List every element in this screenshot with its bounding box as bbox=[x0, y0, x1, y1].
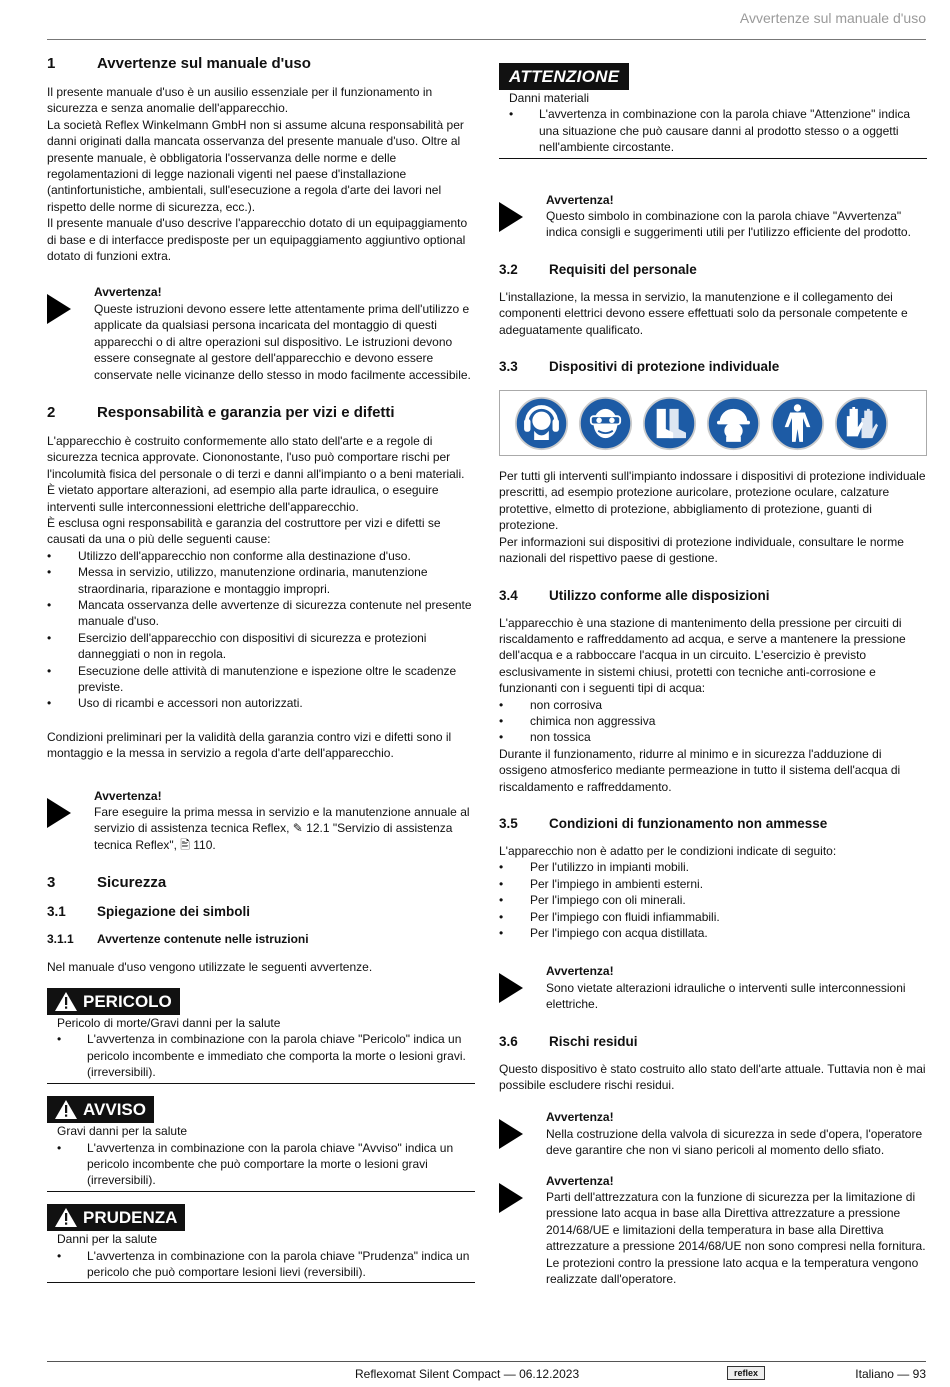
section-3-3-heading bbox=[499, 358, 927, 376]
section-number: 3.1 bbox=[47, 904, 66, 920]
paragraph: La società Reflex Winkelmann GmbH non si assume alcuna responsabilità per danni originati dalla mancata osservanza del presente manuale d'uso. Oltre al presente manuale, è obbligatoria l'osservanza delle norme e delle regolamentazioni di legge nazionali vigenti nel paese d'installazione (antinfortunistiche, ambientali, sull'esecuzione a regola d'arte dei lavori nel rispetto delle norme di sicurezza, ecc.). bbox=[47, 117, 464, 214]
section-title: Condizioni di funzionamento non ammesse bbox=[549, 815, 828, 831]
note-box bbox=[47, 284, 475, 382]
eye-protection-icon bbox=[578, 396, 633, 451]
paragraph: Per informazioni sui dispositivi di protezione individuale, consultare le norme nazionali del rispettivo paese di gestione. bbox=[499, 534, 904, 566]
note-title: Avvertenza! bbox=[546, 1110, 614, 1125]
paragraph: Nel manuale d'uso vengono utilizzate le seguenti avvertenze. bbox=[47, 960, 373, 975]
note-box bbox=[47, 788, 475, 854]
paragraph: Per tutti gli interventi sull'impianto indossare i dispositivi di protezione individuale prescritti, ad esempio protezione auricolare, protezione oculare, calzature protettive, elmetto di protezione, abbigliamento di protezione, guanti di protezione. bbox=[499, 469, 926, 533]
reflex-logo: reflex bbox=[727, 1366, 765, 1380]
note-arrow-icon bbox=[47, 284, 94, 382]
note-text: Nella costruzione della valvola di sicurezza in sede d'opera, l'operatore deve garantire che non vi siano pericoli al momento dello sfiato. bbox=[546, 1126, 923, 1158]
list-item: • L'avvertenza in combinazione con la parola chiave "Prudenza" indica un pericolo che può comportare lesioni lievi (reversibili). bbox=[57, 1248, 475, 1281]
section-3-4-heading bbox=[499, 587, 927, 605]
note-arrow-icon bbox=[47, 788, 94, 854]
list-item: • Per l'impiego con fluidi infiammabili. bbox=[499, 909, 927, 925]
warning-label bbox=[499, 63, 629, 90]
warning-label bbox=[47, 988, 180, 1015]
section-title: Spiegazione dei simboli bbox=[97, 904, 251, 920]
paragraph: È vietato apportare alterazioni, ad esempio alla parte idraulica, o eseguire interventi sulle interconnessioni elettriche dell'apparecchio. bbox=[47, 483, 439, 514]
list-item: • Utilizzo dell'apparecchio non conforme alla destinazione d'uso. bbox=[47, 548, 475, 564]
note-text: Fare eseguire la prima messa in servizio e la manutenzione annuale al servizio di assistenza tecnica Reflex, ✎ 12.1 "Servizio di assistenza tecnica Reflex", 🖹 110. bbox=[94, 805, 470, 852]
warning-label-text: ATTENZIONE bbox=[509, 67, 620, 86]
section-number: 2 bbox=[47, 403, 56, 421]
section-3-heading bbox=[47, 873, 475, 893]
helmet-icon bbox=[706, 396, 761, 451]
note-text: Parti dell'attrezzatura con la funzione di sicurezza per la limitazione di pressione lato acqua in base alla Direttiva attrezzature a pressione 2014/68/UE e limitazioni della temperatura in base alla Direttiva attrezzature a pressione 2014/68/UE non sono compresi nella fornitura. Le protezioni contro la pressione lato acqua e la temperatura vengono realizzate dall'operatore. bbox=[546, 1190, 926, 1287]
cause-list bbox=[47, 548, 475, 712]
note-text: Sono vietate alterazioni idrauliche o interventi sulle interconnessioni elettriche. bbox=[546, 980, 906, 1012]
paragraph: Il presente manuale d'uso è un ausilio essenziale per il funzionamento in sicurezza e senza anomalie dell'apparecchio. bbox=[47, 85, 433, 116]
list-item: • Per l'utilizzo in impianti mobili. bbox=[499, 859, 927, 875]
section-number: 3 bbox=[47, 874, 56, 892]
warning-label bbox=[47, 1096, 154, 1123]
section-3-6-heading bbox=[499, 1033, 927, 1051]
section-number: 3.3 bbox=[499, 359, 518, 375]
paragraph: È esclusa ogni responsabilità e garanzia del costruttore per vizi e difetti se causati da una o più delle seguenti cause: bbox=[47, 515, 441, 547]
footer-page: Italiano — 93 bbox=[855, 1367, 926, 1381]
header-rule bbox=[47, 39, 926, 40]
note-text: Questo simbolo in combinazione con la parola chiave "Avvertenza" indica consigli e suggerimenti utili per l'utilizzo efficiente del prodotto. bbox=[546, 209, 911, 240]
section-number: 3.1.1 bbox=[47, 932, 74, 947]
warning-triangle-icon bbox=[55, 1100, 77, 1119]
warning-label-text: AVVISO bbox=[83, 1099, 146, 1119]
section-number: 3.5 bbox=[499, 815, 518, 831]
section-number: 3.4 bbox=[499, 587, 518, 603]
warning-attenzione bbox=[499, 63, 927, 159]
paragraph: L'apparecchio è una stazione di mantenimento della pressione per circuiti di riscaldamento e raffreddamento ad acqua, e serve a mantenere la pressione dell'acqua e a rabboccare l'acqua in un circuito. L'esercizio è previsto esclusivamente in sistemi chiusi, protetti con tecniche anti-corrosione e funzionanti con i seguenti tipi di acqua: bbox=[499, 615, 906, 696]
warning-pericolo bbox=[47, 988, 475, 1084]
list-item: • Messa in servizio, utilizzo, manutenzione ordinaria, manutenzione straordinaria, riparazione e montaggio impropri. bbox=[47, 564, 475, 597]
note-title: Avvertenza! bbox=[94, 285, 162, 300]
warning-subtitle: Danni per la salute bbox=[57, 1232, 158, 1247]
paragraph: Il presente manuale d'uso descrive l'apparecchio dotato di un equipaggiamento di base e di interfacce predisposte per un equipaggiamento aggiuntivo optional dotato di funzioni extra. bbox=[47, 216, 468, 264]
list-item: • Per l'impiego con acqua distillata. bbox=[499, 925, 927, 941]
list-item: • L'avvertenza in combinazione con la parola chiave "Avviso" indica un pericolo incombente che può comportare la morte o lesioni gravi (irreversibili). bbox=[57, 1140, 475, 1189]
section-1-heading bbox=[47, 54, 475, 74]
list-item: • Per l'impiego con oli minerali. bbox=[499, 892, 927, 908]
note-title: Avvertenza! bbox=[94, 788, 162, 803]
section-3-1-heading bbox=[47, 903, 475, 921]
note-arrow-icon bbox=[499, 1109, 546, 1158]
warning-subtitle: Danni materiali bbox=[509, 91, 590, 105]
note-box bbox=[499, 192, 927, 241]
section-3-1-1-heading bbox=[47, 931, 475, 947]
safety-boots-icon bbox=[642, 396, 697, 451]
section-3-2-heading bbox=[499, 261, 927, 279]
section-2-heading bbox=[47, 403, 475, 423]
list-item: • non tossica bbox=[499, 729, 927, 745]
section-title: Rischi residui bbox=[549, 1033, 638, 1049]
left-column bbox=[47, 52, 475, 1283]
ppe-icons-strip bbox=[499, 390, 927, 456]
warning-label-text: PRUDENZA bbox=[83, 1207, 178, 1227]
note-box bbox=[499, 1173, 927, 1288]
note-box bbox=[499, 963, 927, 1012]
section-title: Dispositivi di protezione individuale bbox=[549, 359, 780, 375]
list-item: • Esercizio dell'apparecchio con dispositivi di sicurezza e protezioni danneggiati o non in regola. bbox=[47, 630, 475, 663]
list-item: • Uso di ricambi e accessori non autorizzati. bbox=[47, 695, 475, 711]
footer-document: Reflexomat Silent Compact — 06.12.2023 bbox=[355, 1367, 580, 1381]
condition-list bbox=[499, 859, 927, 941]
list-item: • L'avvertenza in combinazione con la parola chiave "Attenzione" indica una situazione che può causare danni al prodotto stesso o a oggetti nell'ambiente circostante. bbox=[509, 106, 927, 155]
warning-label-text: PERICOLO bbox=[83, 991, 172, 1011]
ear-protection-icon bbox=[514, 396, 569, 451]
list-item: • Per l'impiego in ambienti esterni. bbox=[499, 876, 927, 892]
warning-triangle-icon bbox=[55, 992, 77, 1011]
gloves-icon bbox=[834, 396, 889, 451]
section-3-5-heading bbox=[499, 815, 927, 833]
paragraph: L'apparecchio è costruito conformemente allo stato dell'arte e a regole di sicurezza tecnica approvate. Ciononostante, l'uso può comportare rischi per l'incolumità fisica del personale o di terzi e danni all'impianto o a beni materiali. bbox=[47, 433, 465, 481]
footer-rule bbox=[47, 1361, 926, 1362]
paragraph: L'installazione, la messa in servizio, la manutenzione e il collegamento dei componenti elettrici devono essere effettuati solo da personale competente e adeguatamente qualificato. bbox=[499, 289, 908, 337]
note-box bbox=[499, 1109, 927, 1158]
warning-avviso bbox=[47, 1096, 475, 1192]
list-item: • L'avvertenza in combinazione con la parola chiave "Pericolo" indica un pericolo incombente e immediato che comporta la morte o lesioni gravi.(irreversibili). bbox=[57, 1031, 475, 1080]
paragraph: Durante il funzionamento, ridurre al minimo e in sicurezza l'adduzione di ossigeno atmosferico mediante permeazione in tutto il sistema dell'acqua di riscaldamento e raffreddamento. bbox=[499, 746, 901, 794]
section-title: Avvertenze contenute nelle istruzioni bbox=[97, 932, 309, 947]
warning-subtitle: Pericolo di morte/Gravi danni per la salute bbox=[57, 1016, 281, 1031]
right-column bbox=[499, 63, 927, 1288]
paragraph: L'apparecchio non è adatto per le condizioni indicate di seguito: bbox=[499, 843, 837, 858]
warning-label bbox=[47, 1204, 185, 1231]
section-number: 3.2 bbox=[499, 261, 518, 277]
note-title: Avvertenza! bbox=[546, 1173, 614, 1188]
section-number: 3.6 bbox=[499, 1033, 518, 1049]
note-arrow-icon bbox=[499, 1173, 546, 1288]
section-title: Avvertenze sul manuale d'uso bbox=[97, 55, 311, 72]
paragraph: Condizioni preliminari per la validità della garanzia contro vizi e difetti sono il montaggio e la messa in servizio a regola d'arte dell'apparecchio. bbox=[47, 729, 452, 761]
section-title: Sicurezza bbox=[97, 874, 167, 892]
list-item: • Mancata osservanza delle avvertenze di sicurezza contenute nel presente manuale d'uso. bbox=[47, 597, 475, 630]
protective-clothing-icon bbox=[770, 396, 825, 451]
warning-prudenza bbox=[47, 1204, 475, 1284]
note-title: Avvertenza! bbox=[546, 192, 614, 207]
paragraph: Questo dispositivo è stato costruito allo stato dell'arte attuale. Tuttavia non è mai possibile escludere rischi residui. bbox=[499, 1061, 926, 1093]
list-item: • Esecuzione delle attività di manutenzione e ispezione oltre le scadenze previste. bbox=[47, 663, 475, 696]
note-text: Queste istruzioni devono essere lette attentamente prima dell'utilizzo e applicate da qualsiasi persona incaricata del montaggio di questi apparecchi o di altre operazioni sul dispositivo. Le istruzioni devono essere consegnate al gestore dell'apparecchio e devono essere conservate nelle vicinanze dello stesso in modo facilmente accessibile. bbox=[94, 301, 471, 382]
warning-subtitle: Gravi danni per la salute bbox=[57, 1124, 188, 1139]
section-title: Requisiti del personale bbox=[549, 261, 697, 277]
water-type-list bbox=[499, 697, 927, 746]
warning-triangle-icon bbox=[55, 1208, 77, 1227]
list-item: • chimica non aggressiva bbox=[499, 713, 927, 729]
section-number: 1 bbox=[47, 55, 56, 72]
section-title: Responsabilità e garanzia per vizi e difetti bbox=[97, 403, 395, 421]
note-title: Avvertenza! bbox=[546, 964, 614, 979]
note-arrow-icon bbox=[499, 963, 546, 1012]
note-arrow-icon bbox=[499, 192, 546, 241]
section-title: Utilizzo conforme alle disposizioni bbox=[549, 587, 770, 603]
list-item: • non corrosiva bbox=[499, 697, 927, 713]
running-header: Avvertenze sul manuale d'uso bbox=[739, 10, 926, 26]
